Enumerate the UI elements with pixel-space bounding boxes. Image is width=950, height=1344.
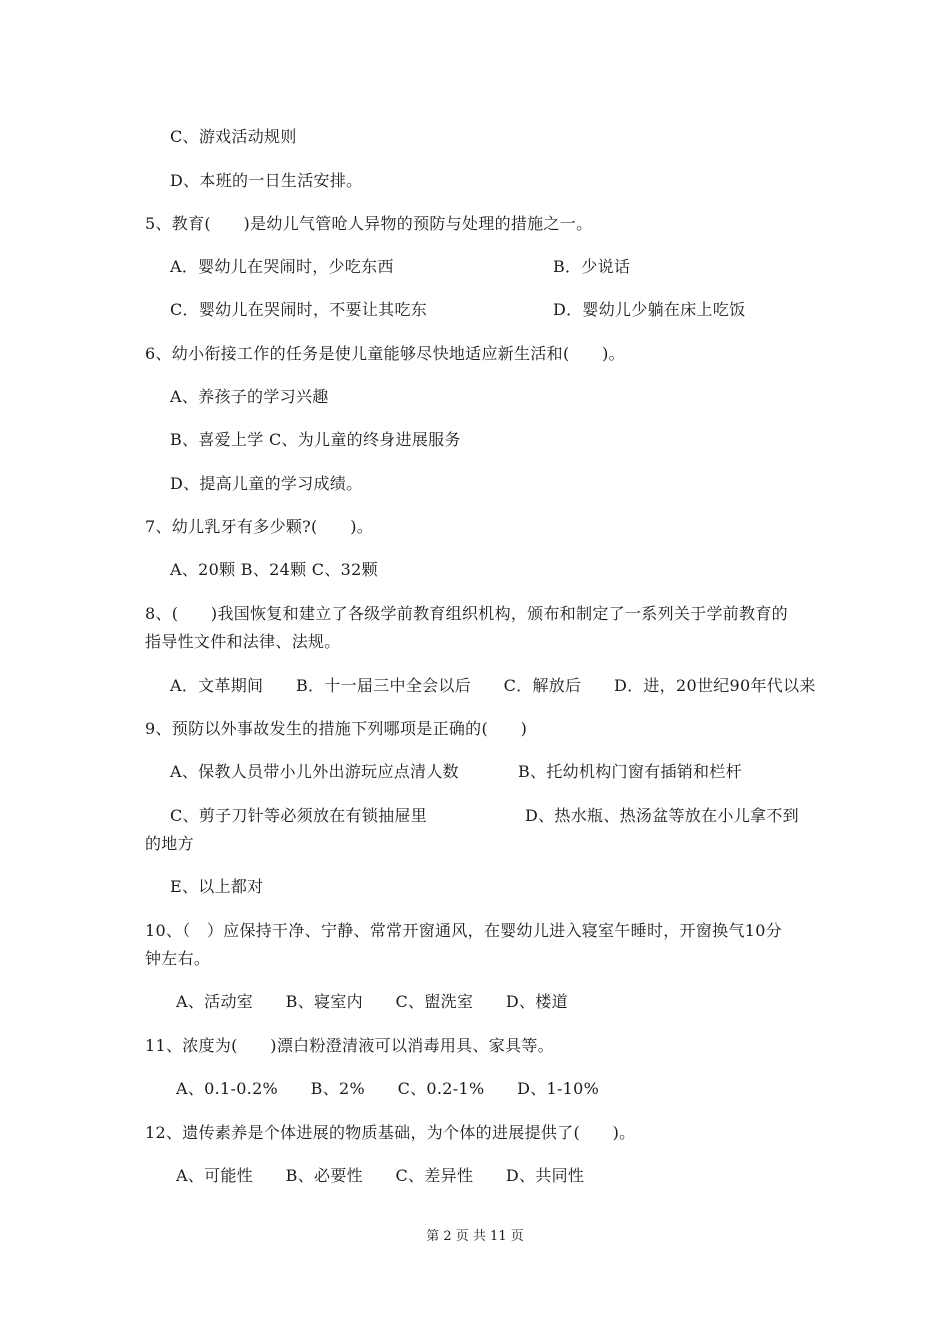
page-footer: 第 2 页 共 11 页	[426, 1229, 524, 1244]
q6-option-a: A、养孩子的学习兴趣	[170, 387, 329, 406]
q9-option-c: C、剪子刀针等必须放在有锁抽屉里	[170, 806, 428, 825]
q11-options: A、0.1-0.2% B、2% C、0.2-1% D、1-10%	[176, 1079, 600, 1098]
option-c-line: C、游戏活动规则	[170, 127, 297, 146]
q5-option-d: D．婴幼儿少躺在床上吃饭	[553, 300, 746, 319]
q9-option-b: B、托幼机构门窗有插销和栏杆	[518, 762, 742, 781]
q9-option-d: D、热水瓶、热汤盆等放在小儿拿不到	[525, 806, 799, 825]
question-5: 5、教育( )是幼儿气管呛人异物的预防与处理的措施之一。	[145, 214, 593, 233]
question-11: 11、浓度为( )漂白粉澄清液可以消毒用具、家具等。	[145, 1036, 554, 1055]
question-10: 10、（ ）应保持干净、宁静、常常开窗通风，在婴幼儿进入寝室午睡时，开窗换气10分	[145, 921, 783, 940]
q5-option-c: C．婴幼儿在哭闹时，不要让其吃东	[170, 300, 428, 319]
q9-option-e: E、以上都对	[170, 877, 264, 896]
question-9: 9、预防以外事故发生的措施下列哪项是正确的( )	[145, 719, 528, 738]
q6-option-d: D、提高儿童的学习成绩。	[170, 474, 363, 493]
question-8: 8、( )我国恢复和建立了各级学前教育组织机构，颁布和制定了一系列关于学前教育的	[145, 604, 788, 623]
q8-options: A．文革期间 B．十一届三中全会以后 C．解放后 D．进，20世纪90年代以来	[170, 676, 816, 695]
q6-option-bc: B、喜爱上学 C、为儿童的终身进展服务	[170, 430, 461, 449]
q5-option-a: A．婴幼儿在哭闹时，少吃东西	[170, 257, 394, 276]
question-8-cont: 指导性文件和法律、法规。	[145, 632, 341, 651]
question-7: 7、幼儿乳牙有多少颗?( )。	[145, 517, 374, 536]
question-6: 6、幼小衔接工作的任务是使儿童能够尽快地适应新生活和( )。	[145, 344, 625, 363]
q12-options: A、可能性 B、必要性 C、差异性 D、共同性	[176, 1166, 585, 1185]
q5-option-b: B．少说话	[553, 257, 631, 276]
q9-option-d-cont: 的地方	[145, 834, 194, 853]
q7-options: A、20颗 B、24颗 C、32颗	[170, 560, 378, 579]
q9-option-a: A、保教人员带小儿外出游玩应点清人数	[170, 762, 459, 781]
question-10-cont: 钟左右。	[145, 949, 211, 968]
question-12: 12、遗传素养是个体进展的物质基础，为个体的进展提供了( )。	[145, 1123, 636, 1142]
q10-options: A、活动室 B、寝室内 C、盥洗室 D、楼道	[176, 992, 568, 1011]
option-d-line: D、本班的一日生活安排。	[170, 171, 363, 190]
